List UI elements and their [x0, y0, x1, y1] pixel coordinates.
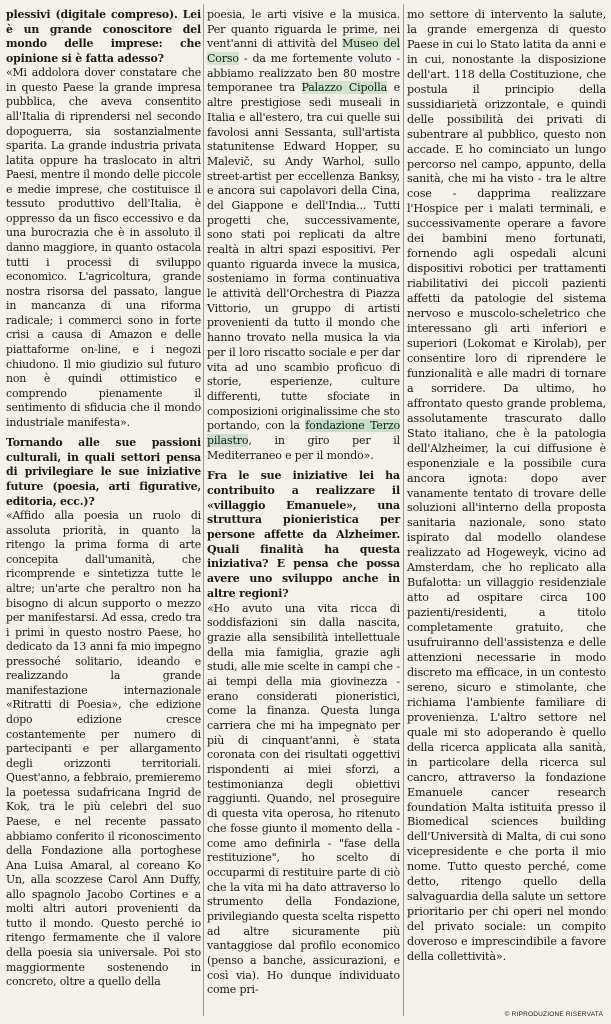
column-divider [403, 4, 404, 1016]
copyright-notice: © RIPRODUZIONE RISERVATA [504, 1011, 603, 1018]
highlight-palazzo-cipolla: Palazzo Cipolla [301, 81, 387, 95]
question-text: plessivi (digitale compreso). Lei è un grande conoscitore del mondo delle imprese: che opinione si è fatta adesso? [6, 8, 201, 65]
text-run: , in giro per il Mediterraneo e per il mondo». [207, 433, 400, 462]
answer-text: «Mi addolora dover constatare che in questo Paese la grande impresa pubblica, che aveva consentito all'Italia di riprendersi nel secondo dopoguerra, sia sostanzialmente sparita. La grande industria privata latita oppure ha traslocato in altri Paesi, mentre il mondo delle piccole e medie imprese, che costituisce il tessuto produttivo dell'Italia, è oppresso da un fisco eccessivo e da una burocrazia che è in assoluto il danno maggiore, in quanto ostacola tutti i processi di sviluppo economico. L'agricoltura, grande nostra risorsa del passato, langue in mancanza di una riforma radicale; i commerci sono in forte crisi a causa di Amazon e delle piattaforme on-line, e i negozi chiudono. Il mio giudizio sul futuro non è quindi ottimistico e comprendo pienamente il sentimento di sfiducia che il mondo industriale manifesta». [6, 66, 201, 429]
highlight-fondazione-terzo-pilastro: fondazione Terzo pilastro [207, 419, 400, 447]
article-column-3 [407, 8, 606, 965]
question-text: Fra le sue iniziative lei ha contribuito a realizzare il «villaggio Emanuele», una struttura pionieristica per persone affette da Alzheimer. Quali finalità ha questa iniziativa? E pensa che possa avere uno sviluppo anche in altre regioni? [207, 469, 400, 600]
question-text: Tornando alle sue passioni culturali, in quali settori pensa di privilegiare le sue iniziative future (poesia, arti figurative, editoria, ecc.)? [6, 436, 201, 508]
answer-text: «Affido alla poesia un ruolo di assoluta priorità, in quanto la ritengo la prima forma di arte concepita dall'umanità, che ricomprende e sintetizza tutte le altre; un'arte che peraltro non ha bisogno di alcun supporto o mezzo per manifestarsi. Ad essa, credo tra i primi in questo nostro Paese, ho dedicato da 13 anni fa mio impegno pressoché solitario, ideando e realizzando la grande manifestazione internazionale «Ritratti di Poesia», che edizione dopo edizione cresce costantemente per numero di partecipanti e per allargamento degli orizzonti territoriali. Quest'anno, a febbraio, premieremo la poetessa sudafricana Ingrid de Kok, tra le più celebri del suo Paese, e nel recente passato abbiamo conferito il riconoscimento della Fondazione alla portoghese Ana Luisa Amaral, al coreano Ko Un, alla scozzese Carol Ann Duffy, allo spagnolo Jacobo Cortines e a molti altri autori provenienti da tutto il mondo. Questo perché io ritengo fermamente che il valore della poesia sia universale. Poi sto maggiormente sostenendo in concreto, oltre a quello della [6, 509, 201, 989]
column-divider [203, 4, 204, 1016]
text-run: poesia, le arti visive e la musica. Per quanto riguarda le prime, nei vent'anni di attività del [207, 8, 400, 51]
answer-text: «Ho avuto una vita ricca di soddisfazioni sin dalla nascita, grazie alla sensibilità intellettuale della mia famiglia, grazie agli studi, alle mie scelte in campi che - ai tempi della mia giovinezza - erano considerati pioneristici, come la finanza. Questa lunga carriera che mi ha impegnato per più di cinquant'anni, è stata coronata con dei risultati oggettivi rispondenti ai miei sforzi, a testimonianza degli obiettivi raggiunti. Quando, nel proseguire di questa vita operosa, ho ritenuto che fosse giunto il momento della - come amo definirla - "fase della restituzione", ho scelto di occuparmi di restituire parte di ciò che la vita mi ha dato attraverso lo strumento della Fondazione, privilegiando questa scelta rispetto ad altre sicuramente più vantaggiose dal profilo economico (penso a banche, assicurazioni, e così via). Ho dunque individuato come pri- [207, 601, 400, 997]
article-column-2 [207, 8, 400, 998]
highlight-museo-del-corso: Museo del Corso [207, 37, 400, 66]
text-run: - da me fortemente voluto - abbiamo realizzato ben 80 mostre temporanee tra [207, 52, 400, 95]
answer-text [207, 8, 400, 463]
article-column-1 [6, 8, 201, 990]
text-run: e altre prestigiose sedi museali in Italia e all'estero, tra cui quelle sui favolosi anni Sessanta, sull'artista statunitense Edward Hopper, su Malevič, su Andy Warhol, sullo street-artist per eccellenza Banksy, e ancora sui capolavori della Cina, del Giappone e dell'India... Tutti progetti che, successivamente, sono stati poi replicati da altre realtà in altri spazi espositivi. Per quanto riguarda invece la musica, sosteniamo in forma continuativa le attività dell'Orchestra di Piazza Vittorio, un gruppo di artisti provenienti da tutto il mondo che hanno trovato nella musica la via per il loro riscatto sociale e per dar vita ad uno scambio proficuo di storie, esperienze, culture differenti, tutte sfociate in composizioni originalissime che sto portando, con la [207, 81, 400, 433]
answer-text: mo settore di intervento la salute, la grande emergenza di questo Paese in cui lo Stato latita da anni e in cui, nonostante la disposizione dell'art. 118 della Costituzione, che postula il principio della sussidiarietà orizzontale, e quindi delle possibilità dei privati di subentrare al pubblico, questo non accade. E ho cominciato un lungo percorso nel campo, appunto, della sanità, che mi ha visto - tra le altre cose - dapprima realizzare l'Hospice per i malati terminali, e successivamente operare a favore dei bambini meno fortunati, fornendo agli ospedali alcuni dispositivi robotici per trattamenti riabilitativi dei piccoli pazienti affetti da patologie del sistema nervoso e muscolo-scheletrico che interessano gli arti inferiori e superiori (Lokomat e Kirolab), per consentire loro di riprendere le funzionalità e alle madri di tornare a sorridere. Da ultimo, ho affrontato questo grande problema, assolutamente trascurato dallo Stato italiano, che è la patologia dell'Alzheimer, la cui diffusione è esponenziale e la possibile cura ancora ignota: dopo aver vanamente tentato di trovare delle soluzioni all'interno della proposta sanitaria nazionale, sono stato ispirato dal modello olandese realizzato ad Hogeweyk, vicino ad Amsterdam, che ho replicato alla Bufalotta: un villaggio residenziale atto ad ospitare circa 100 pazienti/residenti, a titolo completamente gratuito, che usufruiranno dell'assistenza e delle attenzioni necessarie in modo discreto ma efficace, in un contesto sereno, sicuro e stimolante, che richiama l'ambiente familiare di provenienza. L'altro settore nel quale mi sto adoperando è quello della ricerca applicata alla sanità, in particolare della ricerca sul cancro, attraverso la fondazione Emanuele cancer research foundation Malta istituita presso il Biomedical sciences building dell'Università di Malta, di cui sono vicepresidente e che porta il mio nome. Tutto questo perché, come detto, ritengo quello della salvaguardia della salute un settore prioritario per chi operi nel mondo del privato sociale: un compito doveroso e imprescindibile a favore della collettività». [407, 8, 606, 964]
